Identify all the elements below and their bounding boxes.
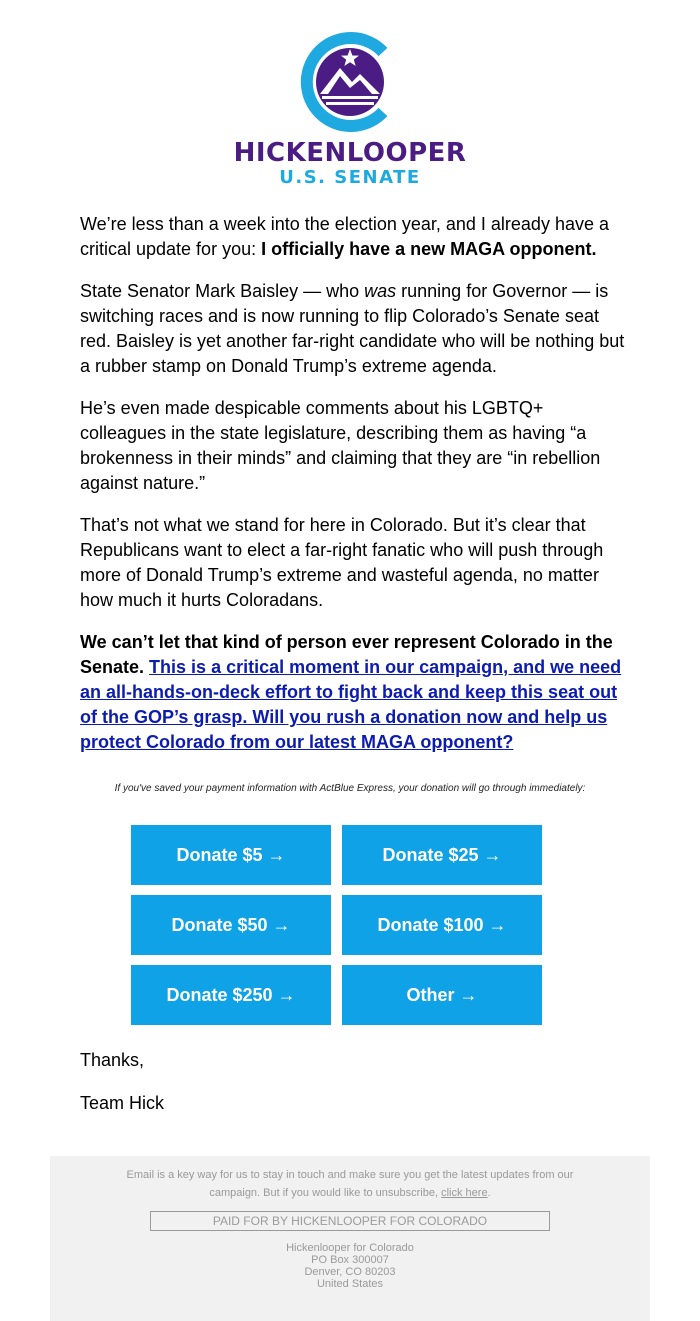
actblue-note: If you've saved your payment information with ActBlue Express, your donation will go through immediately: [114,783,586,794]
footer-message [120,1166,580,1202]
paragraph-2 [80,279,625,379]
paragraph-1 [80,212,625,262]
donate-100-button[interactable]: Donate $100 → [342,895,542,955]
campaign-logo [0,28,700,188]
paragraph-1-bold: I officially have a new MAGA opponent. [261,239,597,259]
paragraph-5 [80,630,625,755]
donation-link[interactable]: This is a critical moment in our campaign, and we need an all-hands-on-deck effort to fight back and keep this seat out of the GOP’s grasp. Will you rush a donation now and help us protect Colorado from our latest MAGA opponent? [80,657,622,752]
footer-address [50,1242,650,1290]
address-line: United States [316,1278,384,1290]
footer-message-text: Email is a key way for us to stay in touch and make sure you get the latest updates from our campaign. But if you would like to unsubscribe, [126,1169,574,1199]
logo-name: HICKENLOOPER [233,138,467,168]
donate-5-button[interactable]: Donate $5 → [131,825,331,885]
mountain-c-logo-icon [300,28,400,136]
paragraph-2-italic: was [364,281,397,301]
donate-25-button[interactable]: Donate $25 → [342,825,542,885]
signoff-team: Team Hick [80,1093,165,1113]
footer [50,1156,650,1321]
paragraph-2-text-b: running for Governor — is switching races and is now running to flip Colorado’s Senate seat red. Baisley is yet another far-right candidate who will be nothing but a rubber stamp on Donald Trump’s extreme agenda. [80,281,625,376]
paid-for-disclaimer: PAID FOR BY HICKENLOOPER FOR COLORADO [150,1211,550,1231]
signoff-thanks: Thanks, [80,1050,145,1070]
address-line: PO Box 300007 [311,1254,389,1266]
address-line: Denver, CO 80203 [304,1266,396,1278]
paragraph-4: That’s not what we stand for here in Colorado. But it’s clear that Republicans want to elect a far-right fanatic who will push through more of Donald Trump’s extreme and wasteful agenda, no matter how much it hurts Coloradans. [80,515,604,610]
address-line: Hickenlooper for Colorado [286,1242,414,1254]
unsubscribe-link[interactable]: click here [441,1187,488,1199]
donate-other-button[interactable]: Other → [342,965,542,1025]
paragraph-5-bold: We can’t let that kind of person ever represent Colorado in the Senate. [80,632,613,677]
paragraph-1-text: We’re less than a week into the election year, and I already have a critical update for you: [80,214,609,259]
paragraph-3: He’s even made despicable comments about his LGBTQ+ colleagues in the state legislature, describing them as having “a brokenness in their minds” and claiming that they are “in rebellion against nature.” [80,398,601,493]
email-body [80,212,625,772]
donate-250-button[interactable]: Donate $250 → [131,965,331,1025]
paragraph-2-text-a: State Senator Mark Baisley — who [80,281,365,301]
donate-50-button[interactable]: Donate $50 → [131,895,331,955]
footer-message-end: . [487,1187,491,1199]
logo-subtitle: U.S. SENATE [279,167,421,188]
